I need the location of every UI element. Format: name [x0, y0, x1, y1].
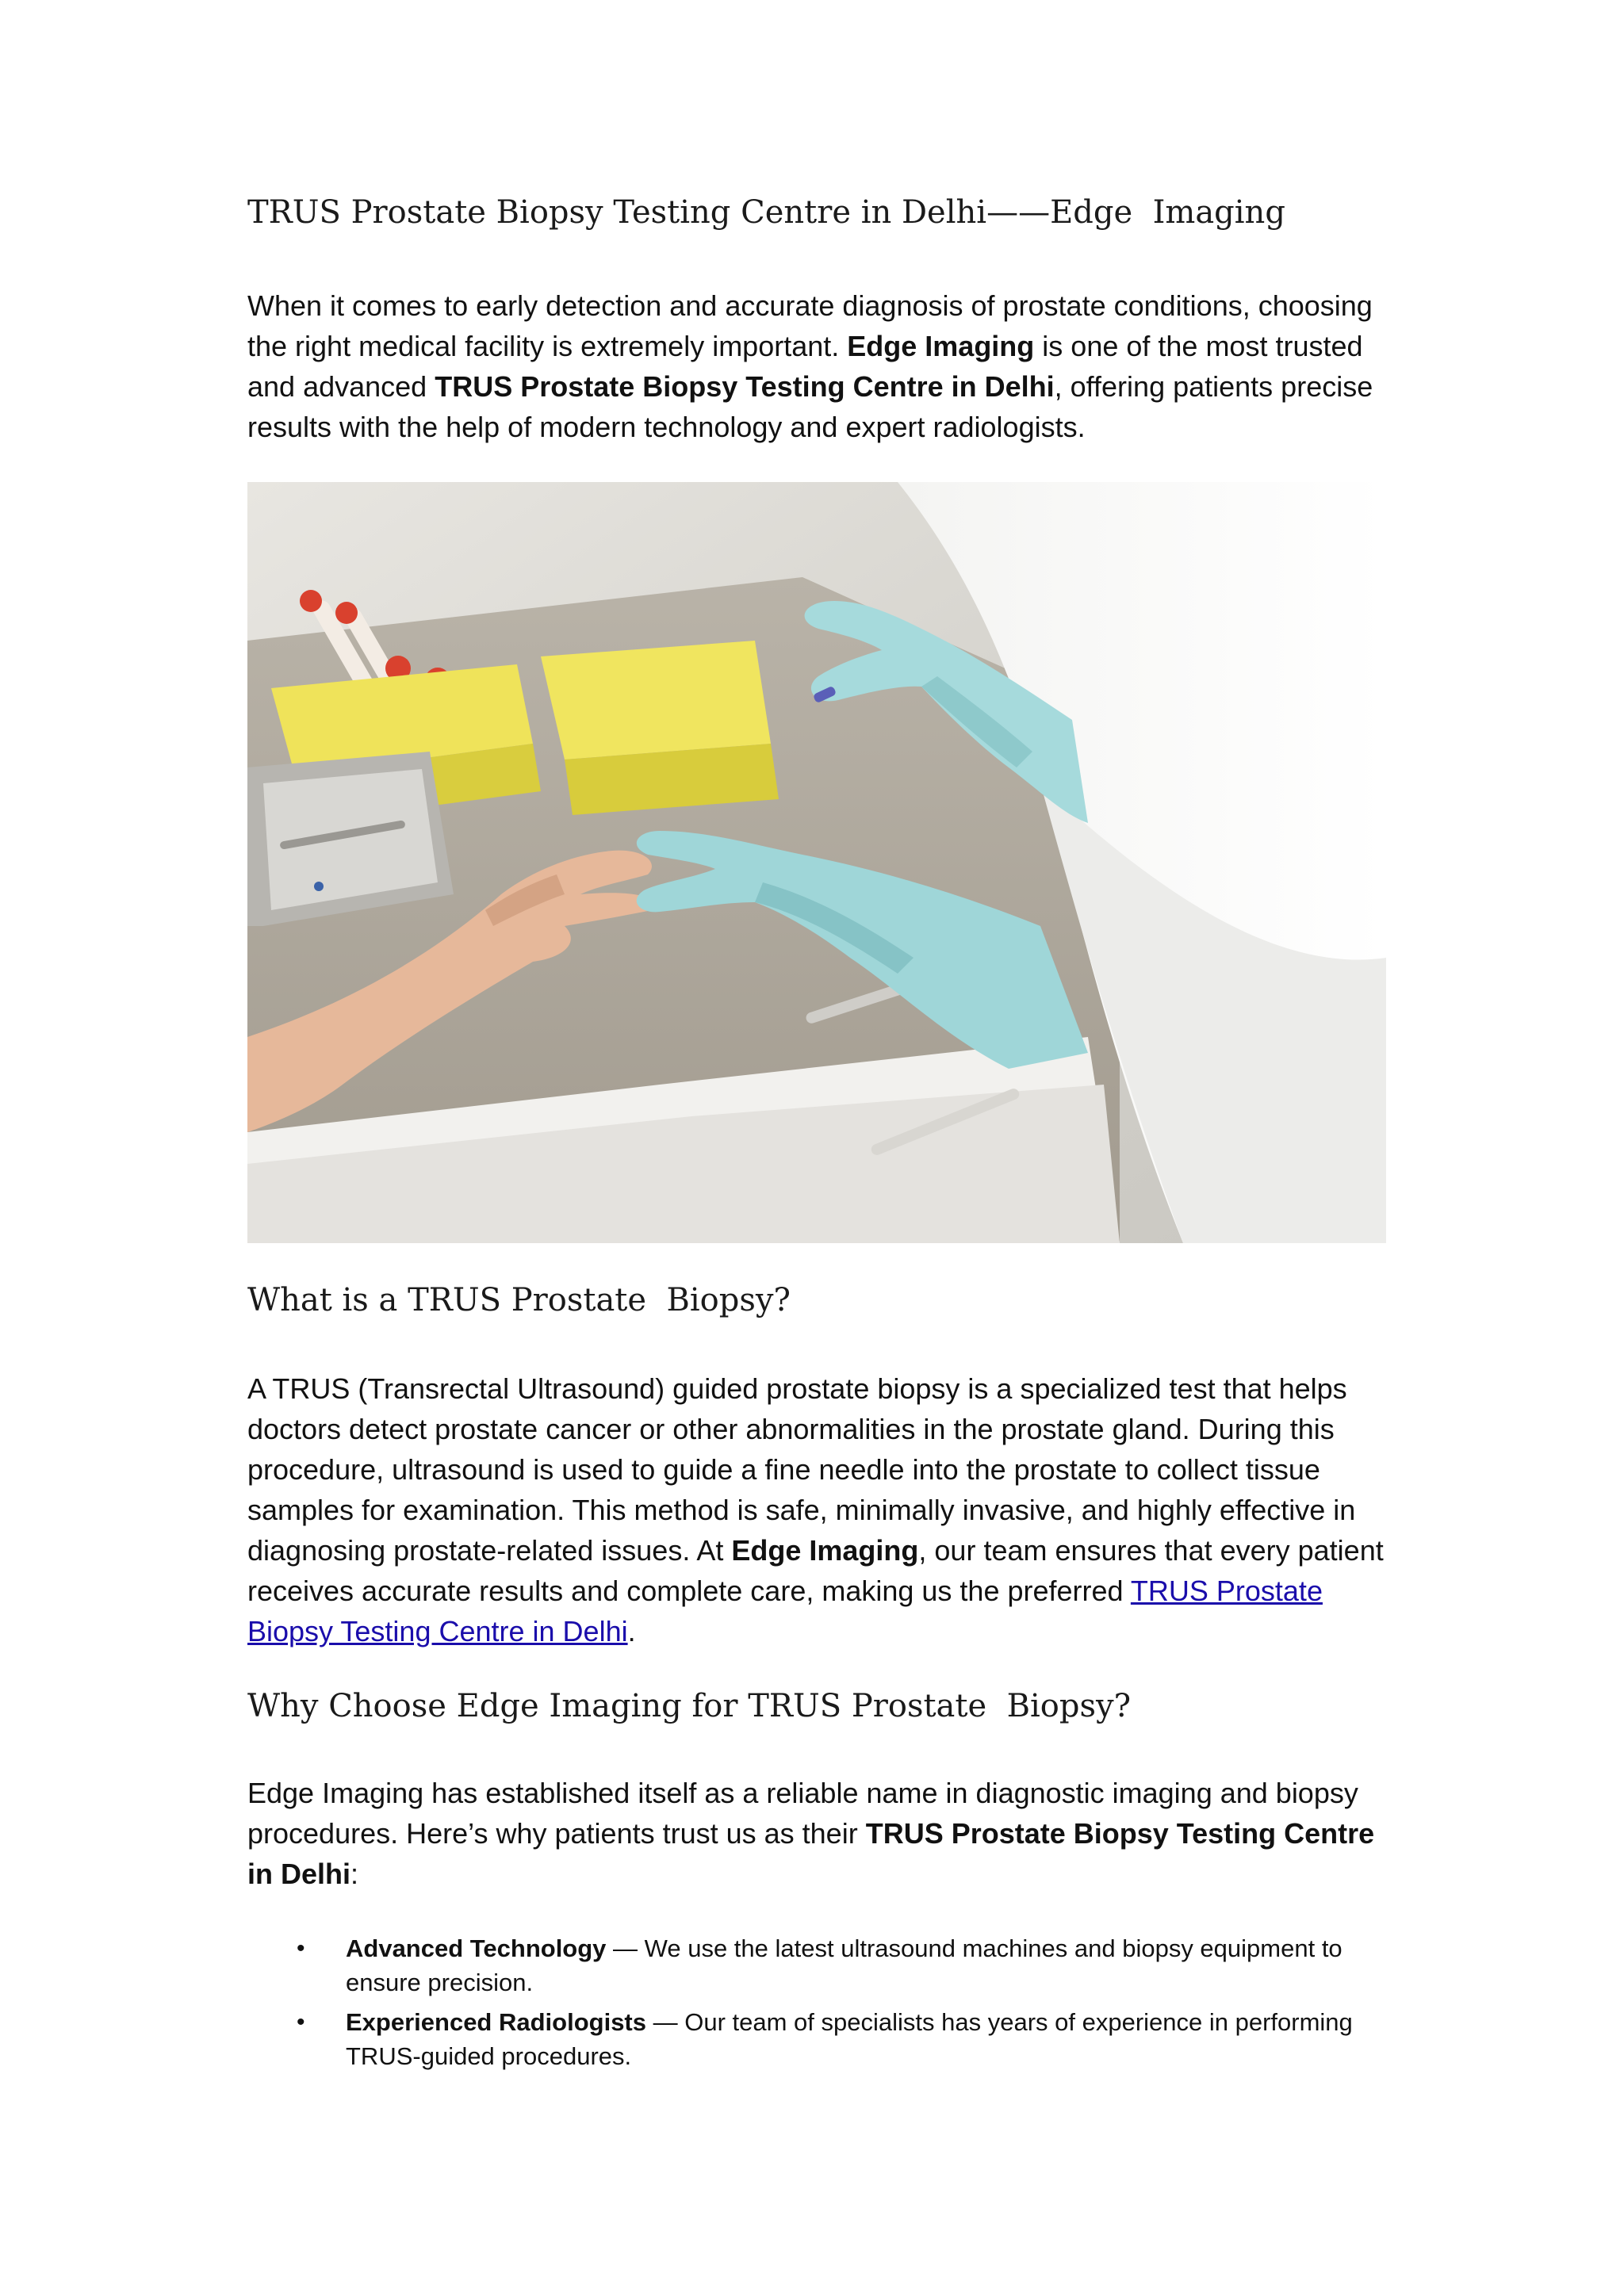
- intro-bold-1: Edge Imaging: [847, 330, 1035, 362]
- section-heading-why-choose: Why Choose Edge Imaging for TRUS Prostate Biopsy?: [247, 1688, 1132, 1724]
- features-list: [247, 1931, 1389, 2079]
- intro-text-3: , offering patients precise results with the help of modern technology and expert radiologists.: [247, 370, 1373, 443]
- photo-illustration: [247, 482, 1386, 1243]
- intro-bold-2: TRUS Prostate Biopsy Testing Centre in Delhi: [435, 370, 1055, 403]
- list-item: [247, 2005, 1389, 2073]
- why-choose-bold-1: TRUS Prostate Biopsy Testing Centre in Delhi: [247, 1817, 1375, 1890]
- what-is-text-3: .: [627, 1615, 636, 1647]
- trus-centre-link[interactable]: TRUS Prostate Biopsy Testing Centre in Delhi: [247, 1575, 1323, 1647]
- list-item-title: Advanced Technology: [346, 1934, 607, 1962]
- section-what-is-paragraph: [247, 1368, 1389, 1651]
- intro-text-1: When it comes to early detection and accurate diagnosis of prostate conditions, choosing the right medical facility is extremely important.: [247, 289, 1373, 362]
- why-choose-text-2: :: [350, 1858, 359, 1890]
- section-heading-what-is: What is a TRUS Prostate Biopsy?: [247, 1282, 791, 1318]
- what-is-text-1: A TRUS (Transrectal Ultrasound) guided prostate biopsy is a specialized test that helps doctors detect prostate cancer or other abnormalities in the prostate gland. During this procedure, ultrasound is used to guide a fine needle into the prostate to collect tissue samples for examination. This method is safe, minimally invasive, and highly effective in diagnosing prostate-related issues. At: [247, 1372, 1356, 1567]
- bullet-icon: •: [297, 1935, 305, 1961]
- why-choose-text-1: Edge Imaging has established itself as a reliable name in diagnostic imaging and biopsy procedures. Here’s why patients trust us as their: [247, 1777, 1358, 1850]
- list-item: [247, 1931, 1389, 1999]
- section-why-choose-paragraph: [247, 1773, 1389, 1894]
- list-item-text: — Our team of specialists has years of experience in performing TRUS-guided procedures.: [346, 2008, 1353, 2070]
- intro-paragraph: [247, 285, 1389, 447]
- intro-text-2: is one of the most trusted and advanced: [247, 330, 1363, 403]
- bullet-icon: •: [297, 2009, 305, 2035]
- list-item-title: Experienced Radiologists: [346, 2008, 646, 2036]
- what-is-text-2: , our team ensures that every patient receives accurate results and complete care, making us the preferred: [247, 1534, 1384, 1607]
- photo-gloved-hands-blood-test: [247, 482, 1386, 1243]
- list-item-text: — We use the latest ultrasound machines and biopsy equipment to ensure precision.: [346, 1934, 1342, 1996]
- page-title: TRUS Prostate Biopsy Testing Centre in Delhi——Edge Imaging: [247, 194, 1285, 231]
- what-is-bold-1: Edge Imaging: [731, 1534, 919, 1567]
